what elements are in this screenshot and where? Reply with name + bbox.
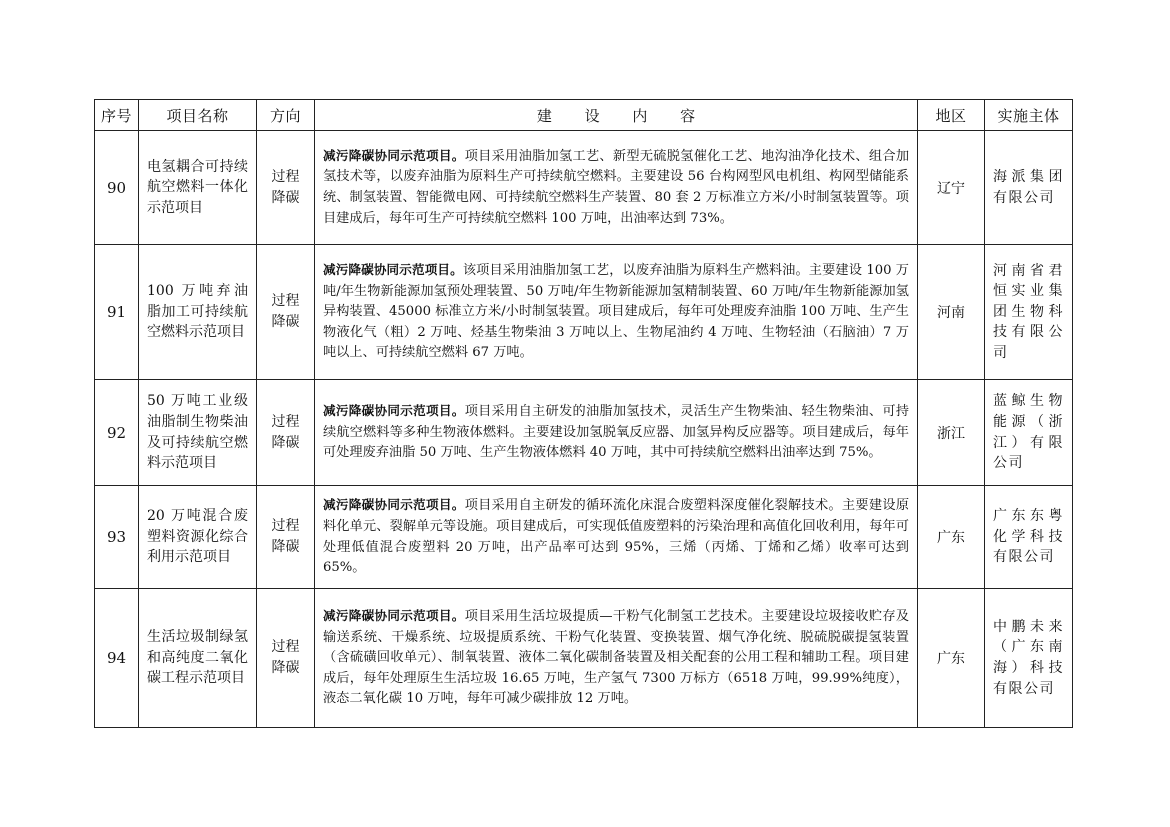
project-direction: 过程降碳: [257, 486, 315, 589]
table-row: [95, 380, 1073, 486]
row-number: 90: [95, 131, 139, 245]
header-content: 建 设 内 容: [315, 100, 918, 131]
header-no: 序号: [95, 100, 139, 131]
table-row: [95, 589, 1073, 728]
table-row: [95, 131, 1073, 245]
project-content: [315, 380, 918, 486]
project-entity: 海派集团有限公司: [985, 131, 1073, 245]
table-header-row: [95, 100, 1073, 131]
project-entity: 广东东粤化学科技有限公司: [985, 486, 1073, 589]
project-direction: 过程降碳: [257, 589, 315, 728]
project-direction: 过程降碳: [257, 245, 315, 380]
table-row: [95, 245, 1073, 380]
header-direction: 方向: [257, 100, 315, 131]
project-content: [315, 131, 918, 245]
project-direction: 过程降碳: [257, 131, 315, 245]
header-entity: 实施主体: [985, 100, 1073, 131]
project-entity: 河南省君恒实业集团生物科技有限公司: [985, 245, 1073, 380]
project-region: 广东: [918, 486, 985, 589]
project-region: 浙江: [918, 380, 985, 486]
project-name: 生活垃圾制绿氢和高纯度二氧化碳工程示范项目: [139, 589, 257, 728]
project-type-label: 减污降碳协同示范项目。: [323, 147, 465, 163]
project-content: [315, 589, 918, 728]
header-region: 地区: [918, 100, 985, 131]
project-description: 该项目采用油脂加氢工艺，以废弃油脂为原料生产燃料油。主要建设 100 万吨/年生物新能源加氢预处理装置、50 万吨/年生物新能源加氢精制装置、60 万吨/年生物新能源加氢异构装置、45000 标准立方米/小时制氢装置。项目建成后，每年可处理废弃油脂 100 万吨、生产生物液化气（粗）2 万吨、烃基生物柴油 3 万吨以上、生物尾油约 4 万吨、生物轻油（石脑油）7 万吨以上、可持续航空燃料 67 万吨。: [323, 263, 909, 361]
row-number: 93: [95, 486, 139, 589]
project-type-label: 减污降碳协同示范项目。: [323, 608, 465, 624]
project-entity: 蓝鲸生物能源（浙江）有限公司: [985, 380, 1073, 486]
table-row: [95, 486, 1073, 589]
project-name: 50 万吨工业级油脂制生物柴油及可持续航空燃料示范项目: [139, 380, 257, 486]
project-content: [315, 486, 918, 589]
project-name: 电氢耦合可持续航空燃料一体化示范项目: [139, 131, 257, 245]
project-region: 广东: [918, 589, 985, 728]
projects-table: [94, 99, 1073, 728]
project-entity: 中鹏未来（广东南海）科技有限公司: [985, 589, 1073, 728]
project-type-label: 减污降碳协同示范项目。: [323, 262, 463, 278]
project-region: 河南: [918, 245, 985, 380]
project-type-label: 减污降碳协同示范项目。: [323, 497, 465, 513]
project-description: 项目采用自主研发的循环流化床混合废塑料深度催化裂解技术。主要建设原料化单元、裂解单元等设施。项目建成后，可实现低值废塑料的污染治理和高值化回收利用，每年可处理低值混合废塑料 20 万吨，出产品率可达到 95%，三烯（丙烯、丁烯和乙烯）收率可达到 65%。: [323, 498, 910, 576]
project-description: 项目采用油脂加氢工艺、新型无硫脱氢催化工艺、地沟油净化技术、组合加氢技术等，以废弃油脂为原料生产可持续航空燃料。主要建设 56 台构网型风电机组、构网型储能系统、制氢装置、智能微电网、可持续航空燃料生产装置、80 套 2 万标准立方米/小时制氢装置等。项目建成后，每年可生产可持续航空燃料 100 万吨，出油率达到 73%。: [323, 148, 910, 226]
project-region: 辽宁: [918, 131, 985, 245]
project-description: 项目采用生活垃圾提质—干粉气化制氢工艺技术。主要建设垃圾接收贮存及输送系统、干燥系统、垃圾提质系统、干粉气化装置、变换装置、烟气净化统、脱硫脱碳提氢装置（含硫磺回收单元）、制氧装置、液体二氧化碳制备装置及相关配套的公用工程和辅助工程。项目建成后，每年处理原生生活垃圾 16.65 万吨，生产氢气 7300 万标方（6518 万吨，99.99%纯度），液态二氧化碳 10 万吨，每年可减少碳排放 12 万吨。: [323, 609, 910, 707]
row-number: 94: [95, 589, 139, 728]
project-description: 项目采用自主研发的油脂加氢技术，灵活生产生物柴油、轻生物柴油、可持续航空燃料等多种生物液体燃料。主要建设加氢脱氧反应器、加氢异构反应器等。项目建成后，每年可处理废弃油脂 50 万吨、生产生物液体燃料 40 万吨，其中可持续航空燃料出油率达到 75%。: [323, 404, 910, 461]
project-content: [315, 245, 918, 380]
row-number: 92: [95, 380, 139, 486]
header-name: 项目名称: [139, 100, 257, 131]
project-direction: 过程降碳: [257, 380, 315, 486]
project-name: 100 万吨弃油脂加工可持续航空燃料示范项目: [139, 245, 257, 380]
project-type-label: 减污降碳协同示范项目。: [323, 403, 465, 419]
project-name: 20 万吨混合废塑料资源化综合利用示范项目: [139, 486, 257, 589]
row-number: 91: [95, 245, 139, 380]
